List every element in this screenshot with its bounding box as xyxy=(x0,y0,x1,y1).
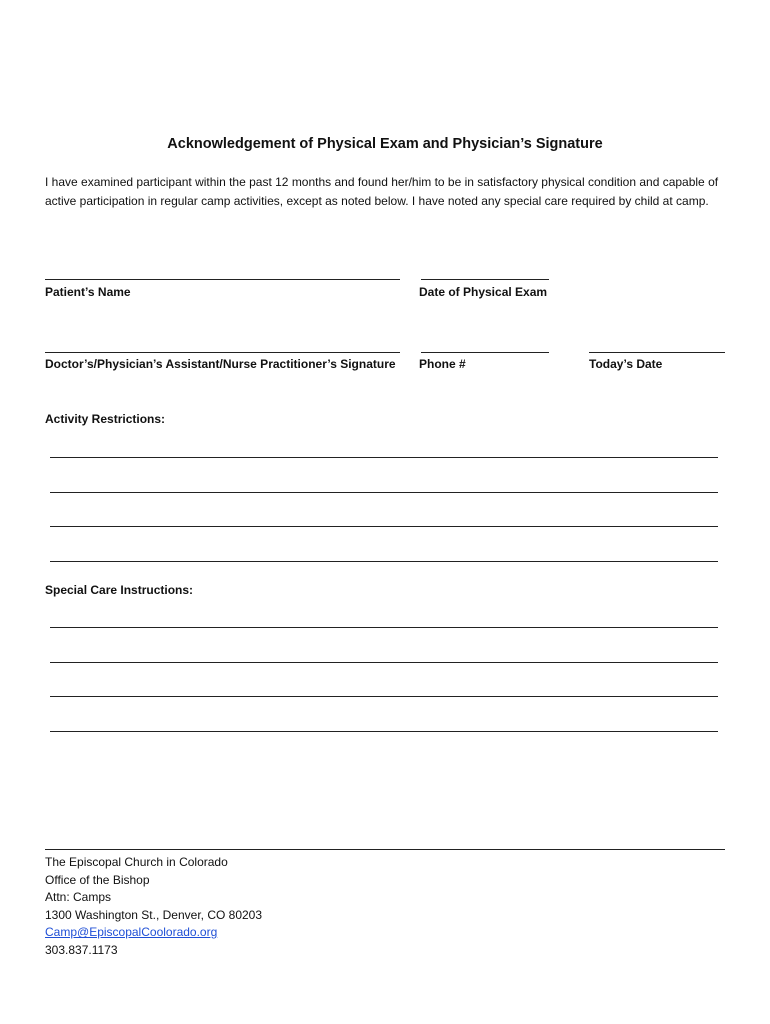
footer-phone: 303.837.1173 xyxy=(45,942,118,957)
signature-label: Doctor’s/Physician’s Assistant/Nurse Practitioner’s Signature xyxy=(45,357,396,371)
footer-address: 1300 Washington St., Denver, CO 80203 xyxy=(45,907,263,922)
todays-date-label: Today’s Date xyxy=(589,357,663,371)
special-care-line[interactable] xyxy=(50,731,718,732)
special-care-line[interactable] xyxy=(50,696,718,697)
footer-divider xyxy=(45,849,725,850)
exam-date-label: Date of Physical Exam xyxy=(419,285,548,299)
signature-line[interactable] xyxy=(45,352,400,353)
patient-name-line[interactable] xyxy=(45,279,400,280)
phone-line[interactable] xyxy=(421,352,549,353)
activity-restriction-line[interactable] xyxy=(50,526,718,527)
form-title: Acknowledgement of Physical Exam and Physician’s Signature xyxy=(167,136,603,152)
special-care-line[interactable] xyxy=(50,627,718,628)
activity-restriction-line[interactable] xyxy=(50,492,718,493)
special-care-line[interactable] xyxy=(50,662,718,663)
exam-date-line[interactable] xyxy=(421,279,549,280)
intro-paragraph: I have examined participant within the past 12 months and found her/him to be in satisfactory physical condition and capable of active participation in regular camp activities, except as noted below. I have noted any special care required by child at camp. xyxy=(45,175,719,208)
todays-date-line[interactable] xyxy=(589,352,725,353)
footer-attn: Attn: Camps xyxy=(45,890,112,905)
footer-address-block xyxy=(45,854,262,960)
phone-label: Phone # xyxy=(419,357,466,371)
activity-restriction-line[interactable] xyxy=(50,561,718,562)
footer-org: The Episcopal Church in Colorado xyxy=(45,855,228,869)
patient-name-label: Patient’s Name xyxy=(45,285,131,299)
special-care-heading: Special Care Instructions: xyxy=(45,583,194,597)
activity-restrictions-heading: Activity Restrictions: xyxy=(45,412,166,426)
footer-email-link[interactable]: Camp@EpiscopalCoolorado.org xyxy=(45,925,218,940)
activity-restriction-line[interactable] xyxy=(50,457,718,458)
footer-office: Office of the Bishop xyxy=(45,872,150,887)
